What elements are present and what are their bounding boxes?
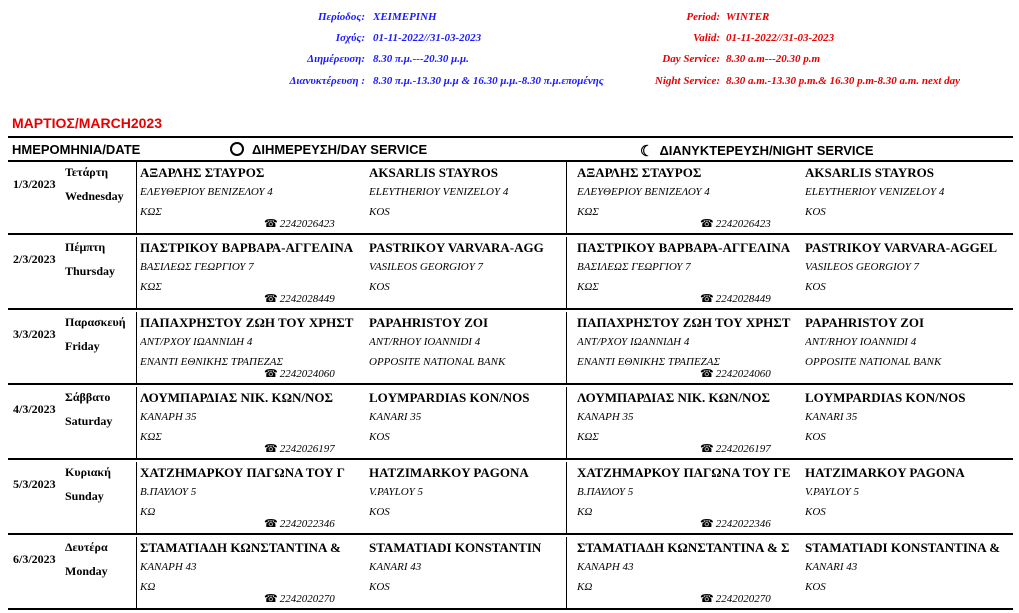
column-divider (566, 462, 567, 533)
period-label-en: Period: (686, 11, 720, 23)
pharmacy-name: PAPAHRISTOY ZOI (369, 315, 489, 330)
day-pharmacy-phone (264, 592, 335, 605)
valid-value-gr: 01-11-2022//31-03-2023 (373, 32, 482, 44)
row-day-gr: Δευτέρα (65, 540, 108, 554)
pharmacy-address: ΒΑΣΙΛΕΩΣ ΓΕΩΡΓΙΟΥ 7 (577, 261, 691, 273)
day-pharmacy-en (369, 314, 565, 371)
pharmacy-name: HATZIMARKOY PAGONA (369, 465, 529, 480)
night-service-value-gr: 8.30 π.μ.-13.30 μ.μ & 16.30 μ.μ.-8.30 π.μ.επομένης (373, 75, 604, 87)
table-row (8, 312, 1013, 385)
table-row (8, 162, 1013, 235)
pharmacy-address: KANARI 43 (369, 561, 422, 573)
pharmacy-address: ΑΝΤ/ΡΧΟΥ ΙΩΑΝΝΙΔΗ 4 (577, 336, 690, 348)
pharmacy-city: OPPOSITE NATIONAL BANK (369, 356, 506, 368)
pharmacy-name: PASTRIKOY VARVARA-AGGEL (805, 240, 998, 255)
phone-number: 2242020270 (715, 593, 771, 605)
phone-icon: ☎ (264, 368, 278, 380)
phone-icon: ☎ (700, 368, 714, 380)
column-divider (136, 162, 137, 233)
phone-icon: ☎ (264, 593, 278, 605)
day-pharmacy-phone (264, 442, 335, 455)
row-date: 5/3/2023 (13, 477, 56, 491)
table-header (8, 136, 1013, 162)
column-divider (136, 237, 137, 308)
night-pharmacy-gr (577, 239, 803, 296)
pharmacy-name: ΧΑΤΖΗΜΑΡΚΟΥ ΠΑΓΩΝΑ ΤΟΥ ΓΕ (577, 465, 791, 480)
column-divider (136, 462, 137, 533)
row-date: 1/3/2023 (13, 177, 56, 191)
row-day-en: Monday (65, 564, 108, 578)
night-pharmacy-phone (700, 517, 771, 530)
day-pharmacy-gr (140, 164, 366, 221)
pharmacy-address: ELEYTHERIOY VENIZELOY 4 (805, 186, 945, 198)
pharmacy-city: KOS (369, 206, 390, 218)
row-day-en: Friday (65, 339, 100, 353)
phone-number: 2242024060 (715, 368, 771, 380)
day-pharmacy-phone (264, 517, 335, 530)
day-pharmacy-gr (140, 389, 366, 446)
night-pharmacy-en (805, 314, 1010, 371)
pharmacy-address: ΕΛΕΥΘΕΡΙΟΥ ΒΕΝΙΖΕΛΟΥ 4 (577, 186, 710, 198)
column-divider (566, 312, 567, 383)
pharmacy-address: ΚΑΝΑΡΗ 43 (577, 561, 634, 573)
column-divider (566, 387, 567, 458)
column-day-service-label: ΔΙΗΜΕΡΕΥΣΗ/DAY SERVICE (252, 142, 428, 157)
pharmacy-name: LOYMPARDIAS KON/NOS (805, 390, 966, 405)
valid-value-en: 01-11-2022//31-03-2023 (726, 32, 835, 44)
night-pharmacy-en (805, 239, 1010, 296)
sun-icon (230, 142, 244, 156)
pharmacy-city: KOS (805, 281, 826, 293)
phone-icon: ☎ (700, 443, 714, 455)
pharmacy-address: ANT/RHOY IOANNIDI 4 (369, 336, 481, 348)
pharmacy-address: ΚΑΝΑΡΗ 43 (140, 561, 197, 573)
night-service-label-gr: Διανυκτέρευση : (289, 75, 365, 87)
pharmacy-address: ΕΛΕΥΘΕΡΙΟΥ ΒΕΝΙΖΕΛΟΥ 4 (140, 186, 273, 198)
pharmacy-name: ΠΑΣΤΡΙΚΟΥ ΒΑΡΒΑΡΑ-ΑΓΓΕΛΙΝΑ (140, 240, 354, 255)
pharmacy-name: ΣΤΑΜΑΤΙΑΔΗ ΚΩΝΣΤΑΝΤΙΝΑ & (140, 540, 341, 555)
column-day-service (230, 142, 427, 157)
day-service-label-gr: Διημέρευση: (307, 53, 365, 65)
pharmacy-city: ΚΩΣ (140, 431, 162, 443)
column-divider (136, 537, 137, 608)
column-divider (566, 162, 567, 233)
pharmacy-city: ΚΩΣ (577, 206, 599, 218)
pharmacy-city: KOS (369, 506, 390, 518)
pharmacy-schedule-table (8, 136, 1013, 612)
phone-number: 2242022346 (715, 518, 771, 530)
table-row (8, 387, 1013, 460)
pharmacy-address: Β.ΠΑΥΛΟΥ 5 (140, 486, 197, 498)
period-value-en: WINTER (726, 11, 770, 23)
day-pharmacy-en (369, 164, 565, 221)
day-pharmacy-gr (140, 314, 366, 371)
day-pharmacy-en (369, 464, 565, 521)
table-body (8, 162, 1013, 610)
phone-icon: ☎ (264, 293, 278, 305)
pharmacy-address: ΚΑΝΑΡΗ 35 (140, 411, 197, 423)
pharmacy-city: ΚΩ (577, 506, 593, 518)
phone-icon: ☎ (700, 593, 714, 605)
day-pharmacy-gr (140, 239, 366, 296)
pharmacy-city: ΚΩΣ (577, 281, 599, 293)
row-day-gr: Σάββατο (65, 390, 111, 404)
night-pharmacy-gr (577, 164, 803, 221)
table-row (8, 462, 1013, 535)
pharmacy-name: LOYMPARDIAS KON/NOS (369, 390, 530, 405)
phone-icon: ☎ (264, 518, 278, 530)
pharmacy-city: ΚΩ (577, 581, 593, 593)
pharmacy-address: Β.ΠΑΥΛΟΥ 5 (577, 486, 634, 498)
valid-label-en: Valid: (693, 32, 720, 44)
phone-number: 2242028449 (279, 293, 335, 305)
row-day-gr: Κυριακή (65, 465, 111, 479)
day-pharmacy-gr (140, 464, 366, 521)
moon-icon: ☾ (640, 143, 654, 160)
row-day-en: Saturday (65, 414, 113, 428)
pharmacy-city: ΕΝΑΝΤΙ ΕΘΝΙΚΗΣ ΤΡΑΠΕΖΑΣ (577, 356, 721, 368)
row-day-gr: Τετάρτη (65, 165, 109, 179)
phone-number: 2242026197 (715, 443, 771, 455)
column-divider (566, 537, 567, 608)
pharmacy-name: ΑΞΑΡΛΗΣ ΣΤΑΥΡΟΣ (577, 165, 702, 180)
day-pharmacy-phone (264, 292, 335, 305)
pharmacy-address: VASILEOS GEORGIOY 7 (369, 261, 484, 273)
pharmacy-name: ΧΑΤΖΗΜΑΡΚΟΥ ΠΑΓΩΝΑ ΤΟΥ Γ (140, 465, 345, 480)
pharmacy-name: AKSARLIS STAYROS (805, 165, 934, 180)
phone-number: 2242026197 (279, 443, 335, 455)
pharmacy-name: ΠΑΣΤΡΙΚΟΥ ΒΑΡΒΑΡΑ-ΑΓΓΕΛΙΝΑ (577, 240, 791, 255)
day-pharmacy-en (369, 389, 565, 446)
pharmacy-city: KOS (369, 431, 390, 443)
pharmacy-city: ΚΩ (140, 506, 156, 518)
row-date: 6/3/2023 (13, 552, 56, 566)
column-night-service-label: ΔΙΑΝΥΚΤΕΡΕΥΣΗ/NIGHT SERVICE (659, 143, 874, 158)
night-pharmacy-en (805, 164, 1010, 221)
pharmacy-address: KANARI 43 (805, 561, 858, 573)
row-day-en: Wednesday (65, 189, 124, 203)
pharmacy-city: KOS (805, 206, 826, 218)
valid-label-gr: Ισχύς: (335, 32, 365, 44)
day-pharmacy-phone (264, 367, 335, 380)
phone-icon: ☎ (700, 293, 714, 305)
pharmacy-address: KANARI 35 (369, 411, 422, 423)
column-divider (136, 387, 137, 458)
pharmacy-address: V.PAYLOY 5 (369, 486, 424, 498)
pharmacy-address: ΚΑΝΑΡΗ 35 (577, 411, 634, 423)
row-date: 3/3/2023 (13, 327, 56, 341)
night-pharmacy-en (805, 389, 1010, 446)
day-service-label-en: Day Service: (662, 53, 720, 65)
pharmacy-name: ΛΟΥΜΠΑΡΔΙΑΣ ΝΙΚ. ΚΩΝ/ΝΟΣ (577, 390, 771, 405)
column-divider (566, 237, 567, 308)
row-date: 2/3/2023 (13, 252, 56, 266)
row-day-en: Thursday (65, 264, 116, 278)
pharmacy-name: STAMATIADI KONSTANTIN (369, 540, 542, 555)
day-pharmacy-phone (264, 217, 335, 230)
row-date: 4/3/2023 (13, 402, 56, 416)
pharmacy-address: ANT/RHOY IOANNIDI 4 (805, 336, 917, 348)
pharmacy-city: ΚΩΣ (577, 431, 599, 443)
column-date: ΗΜΕΡΟΜΗΝΙΑ/DATE (12, 142, 141, 157)
night-pharmacy-en (805, 464, 1010, 521)
pharmacy-city: KOS (805, 506, 826, 518)
night-pharmacy-phone (700, 217, 771, 230)
pharmacy-city: KOS (369, 581, 390, 593)
pharmacy-city: OPPOSITE NATIONAL BANK (805, 356, 942, 368)
night-service-value-en: 8.30 a.m.-13.30 p.m.& 16.30 p.m-8.30 a.m. next day (726, 75, 961, 87)
pharmacy-address: ΒΑΣΙΛΕΩΣ ΓΕΩΡΓΙΟΥ 7 (140, 261, 254, 273)
pharmacy-address: KANARI 35 (805, 411, 858, 423)
pharmacy-city: ΚΩΣ (140, 281, 162, 293)
night-pharmacy-phone (700, 592, 771, 605)
night-pharmacy-phone (700, 367, 771, 380)
pharmacy-address: ELEYTHERIOY VENIZELOY 4 (369, 186, 509, 198)
pharmacy-name: ΛΟΥΜΠΑΡΔΙΑΣ ΝΙΚ. ΚΩΝ/ΝΟΣ (140, 390, 334, 405)
pharmacy-city: KOS (805, 431, 826, 443)
pharmacy-address: V.PAYLOY 5 (805, 486, 860, 498)
phone-number: 2242024060 (279, 368, 335, 380)
pharmacy-city: ΚΩ (140, 581, 156, 593)
night-service-label-en: Night Service: (654, 75, 720, 87)
period-label-gr: Περίοδος: (318, 11, 365, 23)
pharmacy-name: ΑΞΑΡΛΗΣ ΣΤΑΥΡΟΣ (140, 165, 265, 180)
pharmacy-name: STAMATIADI KONSTANTINA & (805, 540, 1001, 555)
phone-icon: ☎ (700, 518, 714, 530)
table-row (8, 537, 1013, 610)
pharmacy-city: ΚΩΣ (140, 206, 162, 218)
pharmacy-name: HATZIMARKOY PAGONA (805, 465, 965, 480)
night-pharmacy-phone (700, 292, 771, 305)
phone-icon: ☎ (264, 443, 278, 455)
day-service-value-gr: 8.30 π.μ.---20.30 μ.μ. (373, 53, 469, 65)
pharmacy-name: ΠΑΠΑΧΡΗΣΤΟΥ ΖΩΗ ΤΟΥ ΧΡΗΣΤ (577, 315, 791, 330)
day-service-value-en: 8.30 a.m---20.30 p.m (726, 53, 821, 65)
night-pharmacy-phone (700, 442, 771, 455)
night-pharmacy-gr (577, 389, 803, 446)
pharmacy-name: ΣΤΑΜΑΤΙΑΔΗ ΚΩΝΣΤΑΝΤΙΝΑ & Σ (577, 540, 790, 555)
phone-number: 2242026423 (279, 218, 335, 230)
phone-number: 2242026423 (715, 218, 771, 230)
pharmacy-name: PASTRIKOY VARVARA-AGG (369, 240, 544, 255)
column-night-service (640, 142, 874, 160)
phone-icon: ☎ (700, 218, 714, 230)
pharmacy-city: KOS (369, 281, 390, 293)
column-divider (136, 312, 137, 383)
day-pharmacy-en (369, 239, 565, 296)
table-row (8, 237, 1013, 310)
pharmacy-address: VASILEOS GEORGIOY 7 (805, 261, 920, 273)
month-title: ΜΑΡΤΙΟΣ/MARCH2023 (12, 115, 162, 131)
day-pharmacy-en (369, 539, 565, 596)
period-value-gr: ΧΕΙΜΕΡΙΝΗ (373, 11, 437, 23)
night-pharmacy-gr (577, 464, 803, 521)
phone-icon: ☎ (264, 218, 278, 230)
pharmacy-address: ΑΝΤ/ΡΧΟΥ ΙΩΑΝΝΙΔΗ 4 (140, 336, 253, 348)
row-day-en: Sunday (65, 489, 104, 503)
pharmacy-name: AKSARLIS STAYROS (369, 165, 498, 180)
night-pharmacy-gr (577, 314, 803, 371)
pharmacy-name: PAPAHRISTOY ZOI (805, 315, 925, 330)
row-day-gr: Πέμπτη (65, 240, 106, 254)
night-pharmacy-gr (577, 539, 803, 596)
phone-number: 2242028449 (715, 293, 771, 305)
pharmacy-city: KOS (805, 581, 826, 593)
night-pharmacy-en (805, 539, 1010, 596)
day-pharmacy-gr (140, 539, 366, 596)
phone-number: 2242020270 (279, 593, 335, 605)
pharmacy-name: ΠΑΠΑΧΡΗΣΤΟΥ ΖΩΗ ΤΟΥ ΧΡΗΣΤ (140, 315, 354, 330)
pharmacy-city: ΕΝΑΝΤΙ ΕΘΝΙΚΗΣ ΤΡΑΠΕΖΑΣ (140, 356, 284, 368)
phone-number: 2242022346 (279, 518, 335, 530)
row-day-gr: Παρασκευή (65, 315, 126, 329)
